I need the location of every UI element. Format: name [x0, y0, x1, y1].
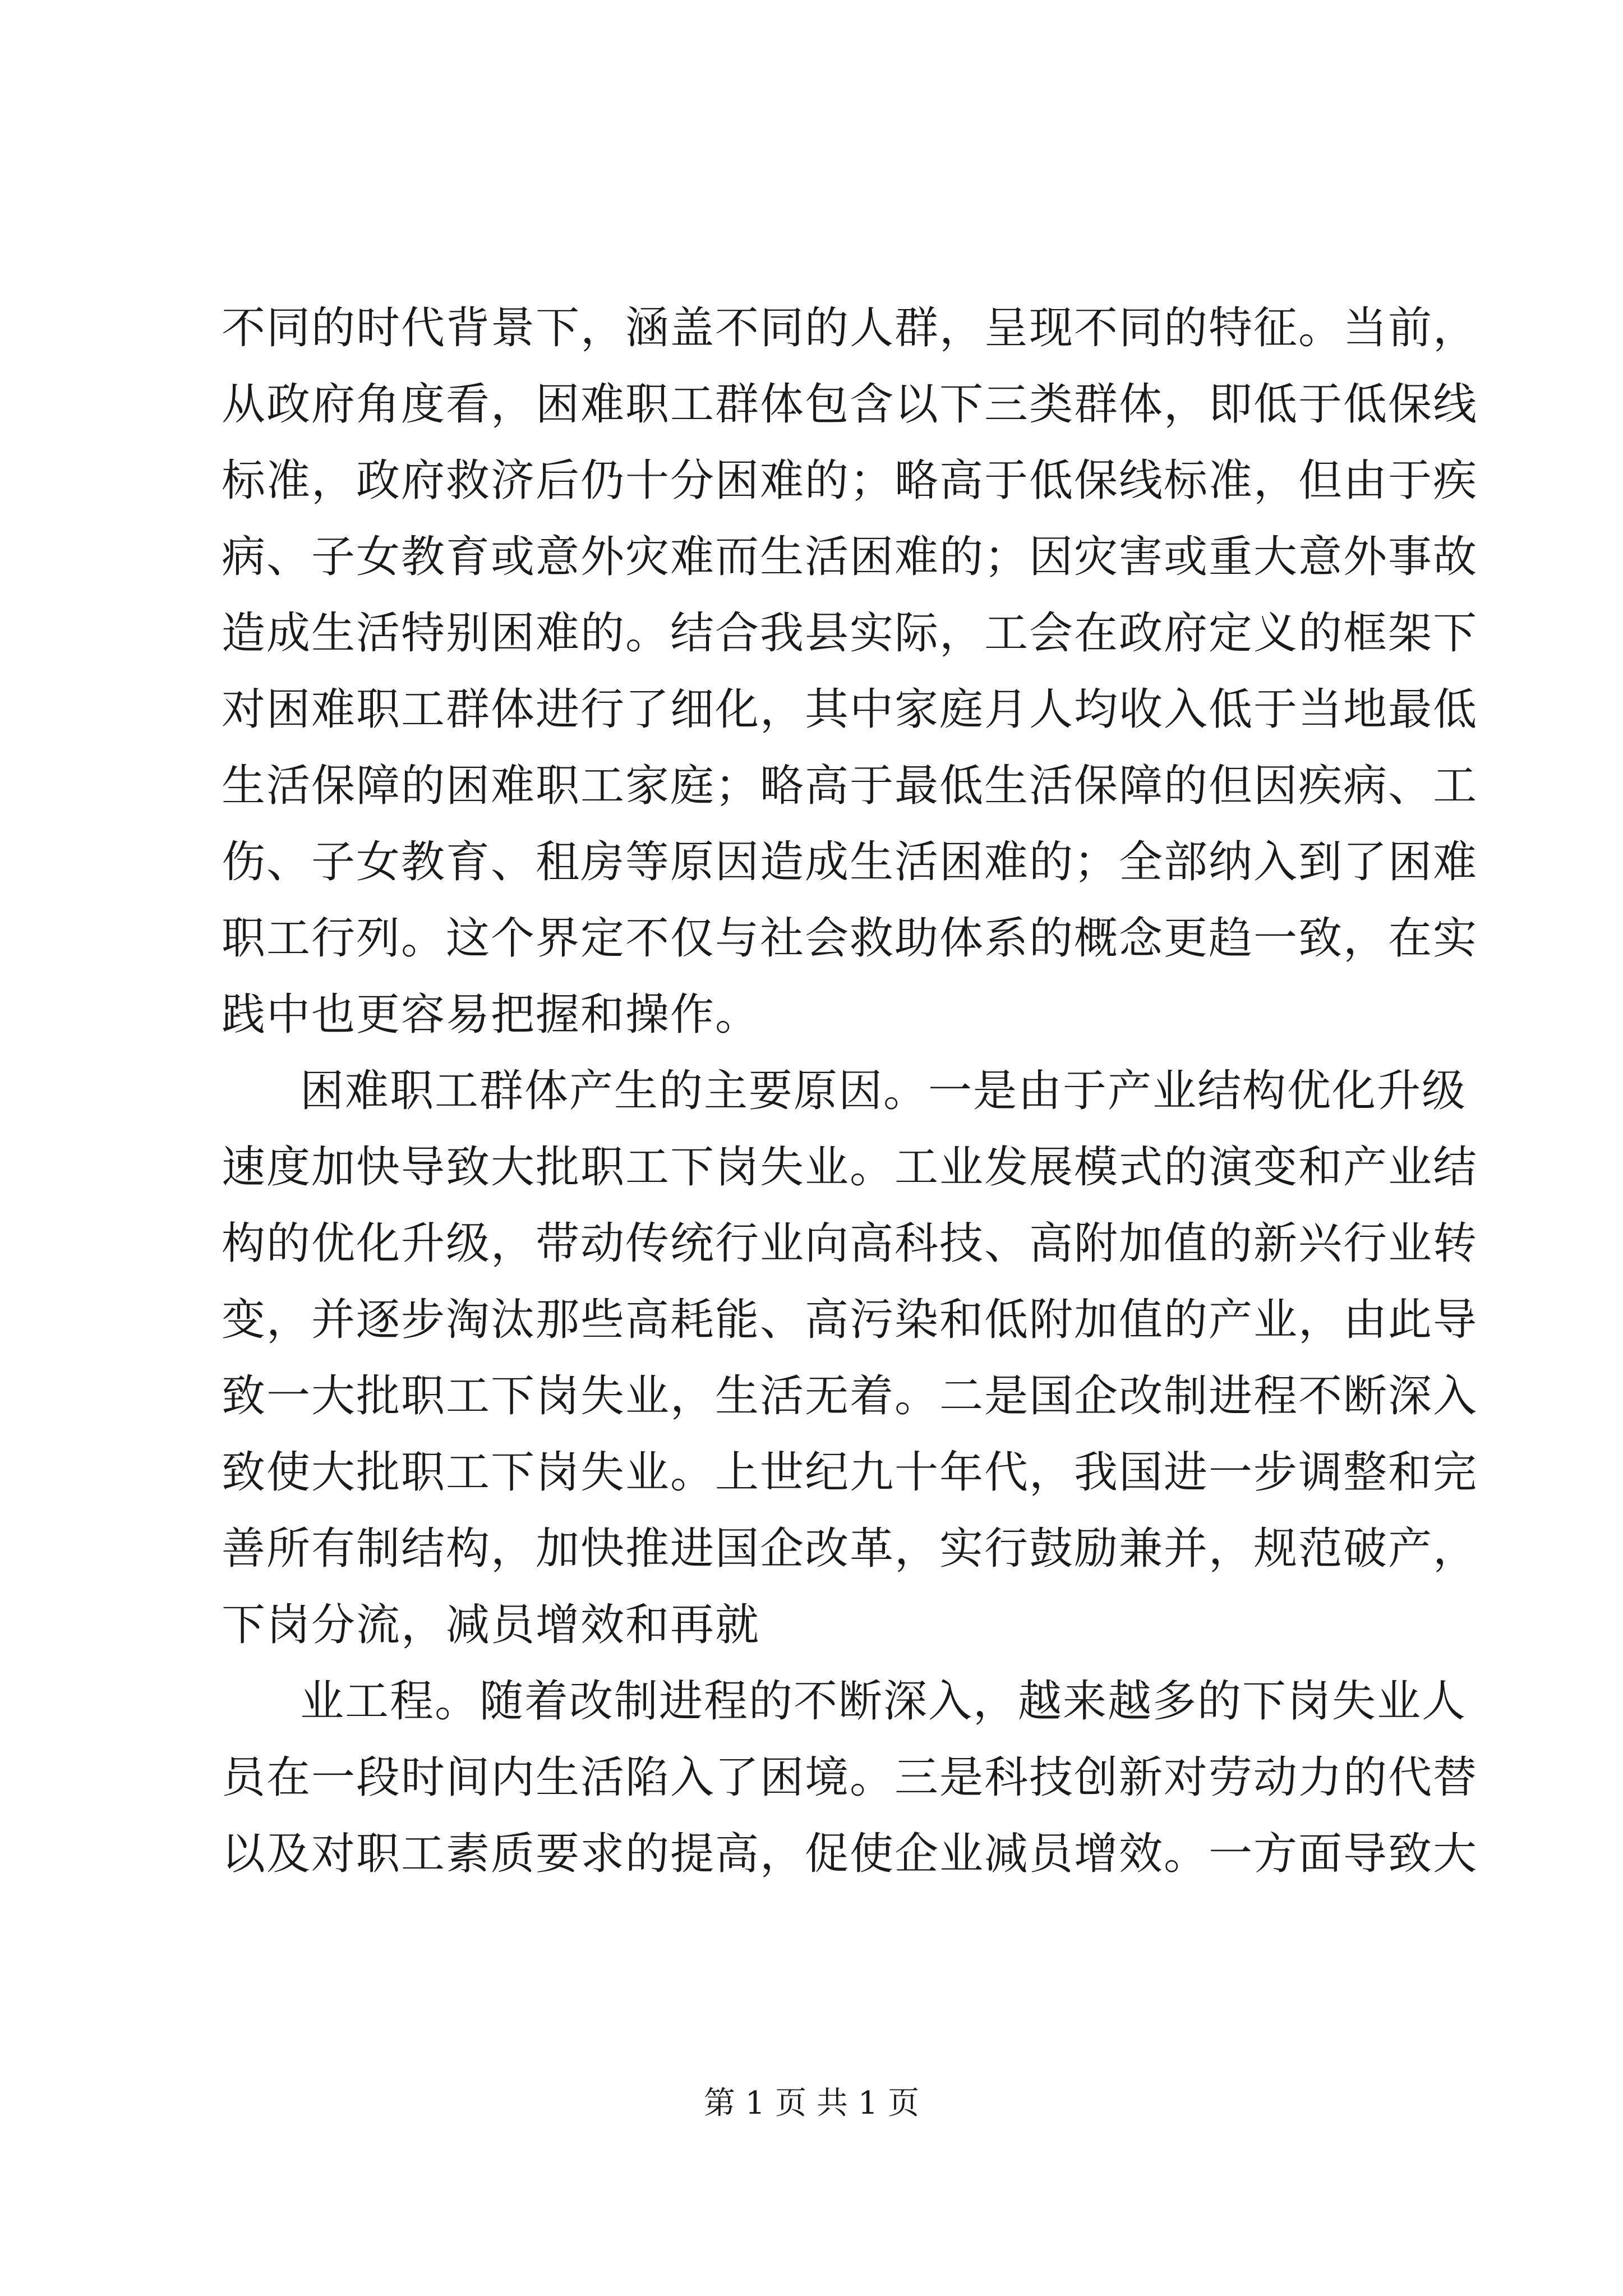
text-line: 伤、子女教育、租房等原因造成生活困难的；全部纳入到了困难 — [222, 837, 1478, 887]
text-line: 以及对职工素质要求的提高，促使企业减员增效。一方面导致大 — [222, 1829, 1478, 1879]
text-line: 不同的时代背景下，涵盖不同的人群，呈现不同的特征。当前， — [222, 303, 1478, 353]
text-line: 速度加快导致大批职工下岗失业。工业发展模式的演变和产业结 — [222, 1142, 1478, 1193]
text-line: 员在一段时间内生活陷入了困境。三是科技创新对劳动力的代替 — [222, 1752, 1478, 1803]
text-line: 致使大批职工下岗失业。上世纪九十年代，我国进一步调整和完 — [222, 1447, 1478, 1498]
text-line: 变，并逐步淘汰那些高耗能、高污染和低附加值的产业，由此导 — [222, 1295, 1478, 1345]
text-line: 从政府角度看，困难职工群体包含以下三类群体，即低于低保线 — [222, 379, 1478, 430]
text-line: 造成生活特别困难的。结合我县实际，工会在政府定义的框架下 — [222, 608, 1478, 659]
text-line: 标准，政府救济后仍十分困难的；略高于低保线标准，但由于疾 — [222, 455, 1478, 506]
text-line: 善所有制结构，加快推进国企改革，实行鼓励兼并，规范破产， — [222, 1524, 1478, 1574]
text-line: 业工程。随着改制进程的不断深入，越来越多的下岗失业人 — [300, 1676, 1467, 1727]
text-line: 践中也更容易把握和操作。 — [222, 990, 760, 1040]
text-line: 职工行列。这个界定不仅与社会救助体系的概念更趋一致，在实 — [222, 913, 1478, 964]
text-line: 对困难职工群体进行了细化，其中家庭月人均收入低于当地最低 — [222, 684, 1478, 735]
text-line: 困难职工群体产生的主要原因。一是由于产业结构优化升级 — [300, 1066, 1467, 1116]
text-line: 致一大批职工下岗失业，生活无着。二是国企改制进程不断深入 — [222, 1371, 1478, 1421]
text-line: 下岗分流，减员增效和再就 — [222, 1600, 760, 1650]
text-line: 生活保障的困难职工家庭；略高于最低生活保障的但因疾病、工 — [222, 761, 1478, 811]
text-line: 构的优化升级，带动传统行业向高科技、高附加值的新兴行业转 — [222, 1218, 1478, 1269]
text-line: 病、子女教育或意外灾难而生活困难的；因灾害或重大意外事故 — [222, 532, 1478, 582]
page-number-footer: 第 1 页 共 1 页 — [703, 2085, 920, 2122]
